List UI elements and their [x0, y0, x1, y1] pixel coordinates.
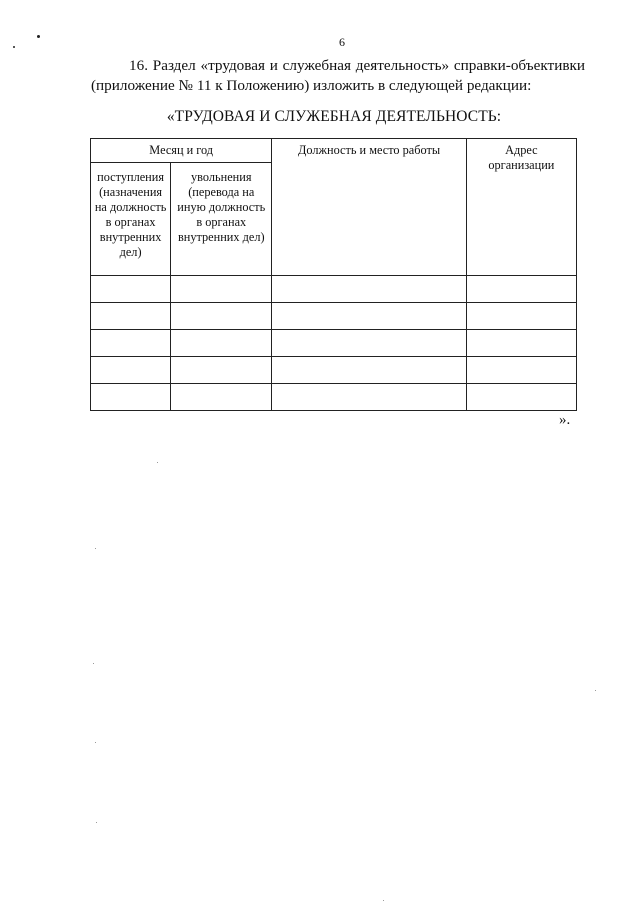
table-cell [91, 357, 171, 384]
table-cell [91, 303, 171, 330]
scan-speck [595, 690, 596, 691]
amendment-paragraph: 16. Раздел «трудовая и служебная деятельность» справки-объективки (приложение № 11 к Положению) изложить в следующей редакции: [91, 57, 585, 94]
scan-speck [95, 548, 96, 549]
table-row [91, 276, 577, 303]
table-cell [272, 276, 466, 303]
table-cell [466, 357, 576, 384]
employment-table [90, 138, 577, 411]
table-cell [171, 303, 272, 330]
table-cell [272, 330, 466, 357]
dismissal-header: увольнения (перевода на иную должность в органах внутренних дел) [171, 163, 272, 276]
table-cell [91, 330, 171, 357]
page-number: 6 [339, 35, 345, 49]
table-cell [466, 276, 576, 303]
table-row [91, 384, 577, 411]
month-year-header: Месяц и год [91, 139, 272, 163]
table-cell [91, 384, 171, 411]
table-row [91, 357, 577, 384]
closing-quote: ». [559, 412, 571, 428]
table-row [91, 303, 577, 330]
scan-speck [383, 900, 384, 901]
scan-speck [93, 663, 94, 664]
scan-speck [157, 462, 158, 463]
admission-header: поступления (назначения на должность в органах внутренних дел) [91, 163, 171, 276]
scan-mark [13, 46, 15, 48]
table-cell [272, 357, 466, 384]
table-cell [466, 303, 576, 330]
table-cell [171, 384, 272, 411]
table-header-row [91, 139, 577, 163]
section-title: «ТРУДОВАЯ И СЛУЖЕБНАЯ ДЕЯТЕЛЬНОСТЬ: [166, 108, 502, 125]
scan-speck [96, 822, 97, 823]
table-cell [91, 276, 171, 303]
org-address-header: Адрес организации [466, 139, 576, 276]
table-cell [171, 357, 272, 384]
table-cell [272, 384, 466, 411]
scan-speck [95, 742, 96, 743]
table-row [91, 330, 577, 357]
position-workplace-header: Должность и место работы [272, 139, 466, 276]
table-cell [171, 276, 272, 303]
table-cell [272, 303, 466, 330]
table-cell [171, 330, 272, 357]
table-cell [466, 330, 576, 357]
table-cell [466, 384, 576, 411]
